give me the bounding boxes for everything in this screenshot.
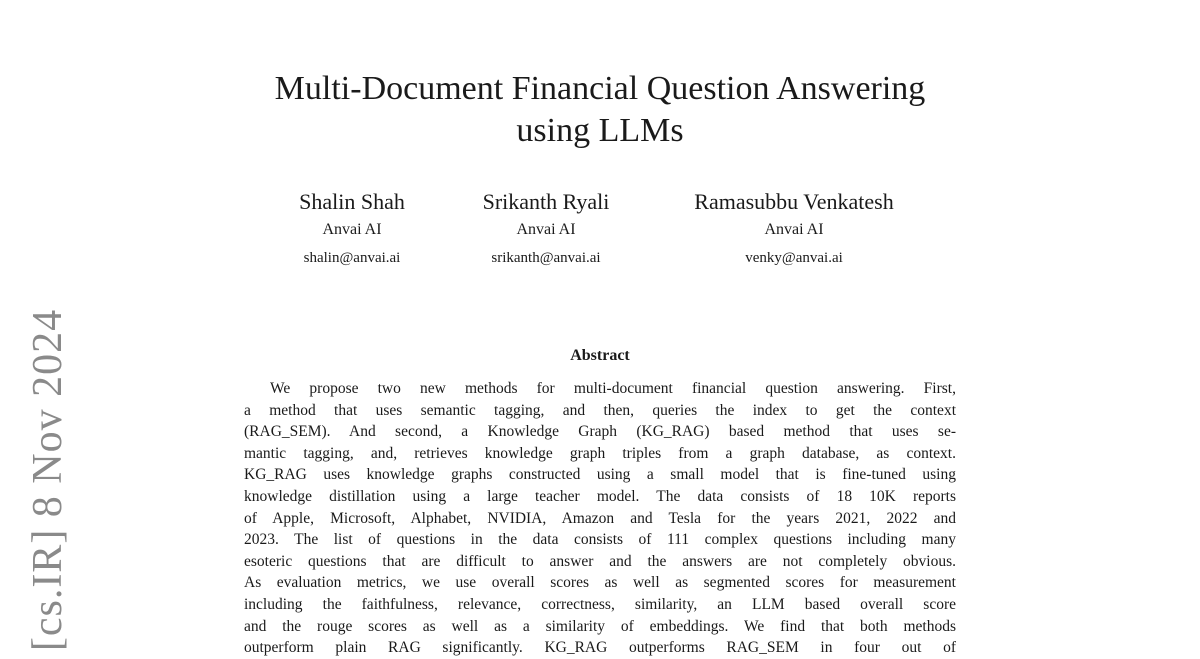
paper-title — [200, 68, 1000, 152]
abstract-body — [244, 378, 956, 659]
author-affiliation: Anvai AI — [322, 221, 382, 238]
author-email[interactable]: shalin@anvai.ai — [303, 250, 401, 266]
author-email[interactable]: venky@anvai.ai — [745, 250, 843, 266]
author-block — [668, 188, 920, 272]
author-name: Ramasubbu Venkatesh — [694, 189, 894, 214]
abstract-line: KG_RAG uses knowledge graphs constructed using a small model that is fine-tuned using — [244, 466, 956, 484]
abstract-line: 2023. The list of questions in the data consists of 111 complex questions including many — [244, 531, 956, 549]
author-affiliation: Anvai AI — [764, 221, 824, 238]
abstract-line: As evaluation metrics, we use overall scores as well as segmented scores for measurement — [244, 574, 956, 592]
abstract-line: We propose two new methods for multi-document financial question answering. First, — [270, 380, 956, 397]
abstract-line: esoteric questions that are difficult to answer and the answers are not completely obvious. — [244, 552, 956, 570]
author-affiliation: Anvai AI — [516, 221, 576, 238]
abstract-line: including the faithfulness, relevance, correctness, similarity, an LLM based overall score — [244, 595, 956, 613]
abstract-line: mantic tagging, and, retrieves knowledge graph triples from a graph database, as context. — [244, 444, 956, 462]
abstract-line: (RAG_SEM). And second, a Knowledge Graph (KG_RAG) based method that uses se- — [244, 423, 956, 441]
abstract-heading: Abstract — [570, 347, 630, 364]
author-email[interactable]: srikanth@anvai.ai — [491, 250, 601, 266]
author-block — [461, 188, 631, 272]
abstract-line: knowledge distillation using a large teacher model. The data consists of 18 10K reports — [244, 487, 956, 505]
title-line: Multi-Document Financial Question Answering — [274, 70, 926, 107]
author-block — [277, 188, 427, 272]
abstract-line: a method that uses semantic tagging, and then, queries the index to get the context — [244, 401, 956, 419]
author-name: Srikanth Ryali — [482, 189, 610, 214]
author-name: Shalin Shah — [299, 189, 405, 214]
abstract-line: and the rouge scores as well as a similarity of embeddings. We find that both methods — [244, 617, 956, 635]
title-line: using LLMs — [516, 112, 684, 149]
abstract-line: outperform plain RAG significantly. KG_RAG outperforms RAG_SEM in four out of — [244, 639, 956, 657]
arxiv-identifier-stamp: [cs.IR] 8 Nov 2024 — [25, 308, 71, 652]
abstract-line: of Apple, Microsoft, Alphabet, NVIDIA, Amazon and Tesla for the years 2021, 2022 and — [244, 509, 956, 527]
